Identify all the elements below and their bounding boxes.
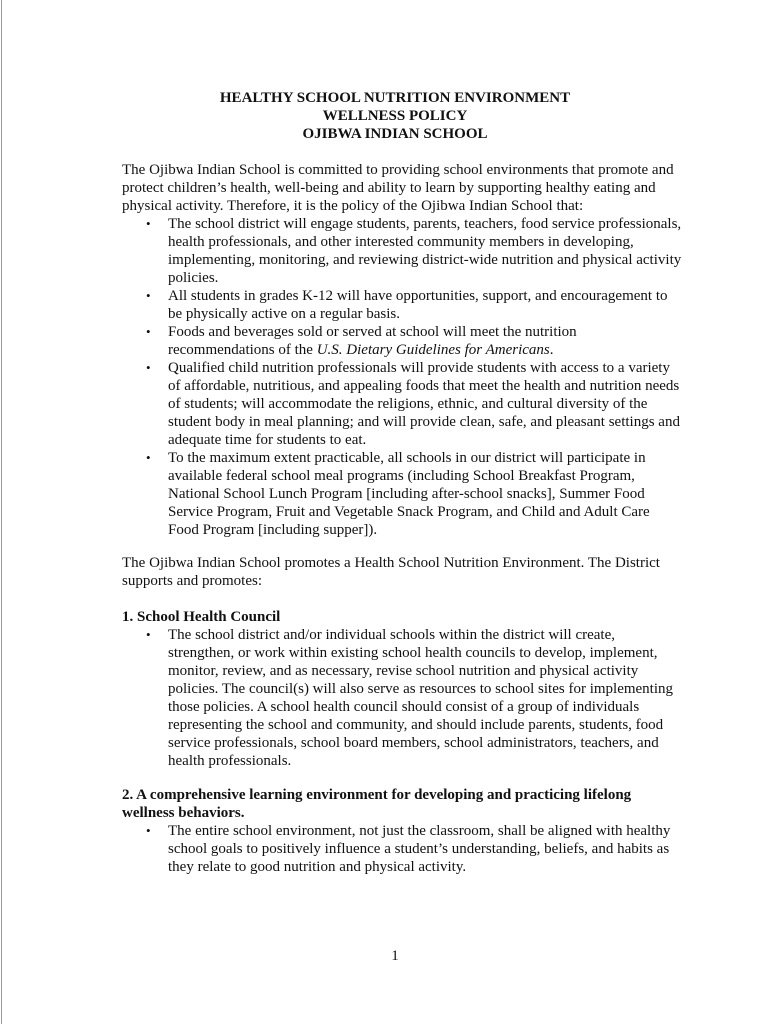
- section-2-bullet-list: [122, 822, 682, 876]
- header-line-1: HEALTHY SCHOOL NUTRITION ENVIRONMENT: [219, 90, 571, 106]
- list-item: [122, 626, 682, 770]
- bullet-icon: •: [146, 216, 151, 231]
- bullet-icon: •: [146, 450, 151, 465]
- section-1-title: 1. School Health Council: [122, 609, 281, 625]
- list-item: [122, 359, 682, 449]
- intro-paragraph: The Ojibwa Indian School is committed to providing school environments that promote and protect children’s health, well-being and ability to learn by supporting healthy eating and physical activity. Therefore, it is the policy of the Ojibwa Indian School that:: [122, 162, 674, 214]
- list-item: [122, 215, 682, 287]
- list-item-text: All students in grades K-12 will have opportunities, support, and encouragement to be physically active on a regular basis.: [168, 288, 668, 322]
- list-item: [122, 287, 682, 323]
- list-item: [122, 323, 682, 359]
- list-item-text: The school district will engage students, parents, teachers, food service professionals, health professionals, and other interested community members in developing, implementing, monitoring, and reviewing district-wide nutrition and physical activity policies.: [168, 216, 682, 286]
- bullet-icon: •: [146, 627, 151, 642]
- list-item-text: The entire school environment, not just the classroom, shall be aligned with healthy school goals to positively influence a student’s understanding, beliefs, and habits as they relate to good nutrition and physical activity.: [168, 823, 671, 875]
- section-2-title: 2. A comprehensive learning environment for developing and practicing lifelong wellness behaviors.: [122, 787, 632, 821]
- list-item: [122, 822, 682, 876]
- section-1-bullet-list: [122, 626, 682, 770]
- intro-bullet-list: [122, 215, 682, 539]
- page-edge-line: [1, 0, 2, 1024]
- bullet-icon: •: [146, 324, 151, 339]
- header-line-2: WELLNESS POLICY: [322, 108, 468, 124]
- list-item-text: Foods and beverages sold or served at school will meet the nutrition recommendations of the: [168, 324, 577, 358]
- document-header: [0, 89, 770, 143]
- list-item-text-end: .: [549, 342, 554, 358]
- bullet-icon: •: [146, 360, 151, 375]
- list-item-text: The school district and/or individual schools within the district will create, strengthen, or work within existing school health councils to develop, implement, monitor, review, and as necessary, revise school nutrition and physical activity policies. The council(s) will also serve as resources to school sites for implementing those policies. A school health council should consist of a group of individuals representing the school and community, and should include parents, students, food service professionals, school board members, school administrators, teachers, and health professionals.: [168, 627, 674, 769]
- header-line-3: OJIBWA INDIAN SCHOOL: [302, 126, 488, 142]
- list-item-text: To the maximum extent practicable, all schools in our district will participate in available federal school meal programs (including School Breakfast Program, National School Lunch Program [including after-school snacks], Summer Food Service Program, Fruit and Vegetable Snack Program, and Child and Adult Care Food Program [including supper]).: [168, 450, 650, 538]
- list-item-text: Qualified child nutrition professionals will provide students with access to a variety of affordable, nutritious, and appealing foods that meet the health and nutrition needs of students; will accommodate the religions, ethnic, and cultural diversity of the student body in meal planning; and will provide clean, safe, and pleasant settings and adequate time for students to eat.: [168, 360, 680, 448]
- list-item-italic-title: U.S. Dietary Guidelines for Americans: [316, 342, 550, 358]
- intro-section: [122, 161, 682, 539]
- district-paragraph: The Ojibwa Indian School promotes a Health School Nutrition Environment. The District supports and promotes:: [122, 555, 660, 589]
- list-item: [122, 449, 682, 539]
- bullet-icon: •: [146, 288, 151, 303]
- bullet-icon: •: [146, 823, 151, 838]
- page-number: 1: [391, 948, 399, 964]
